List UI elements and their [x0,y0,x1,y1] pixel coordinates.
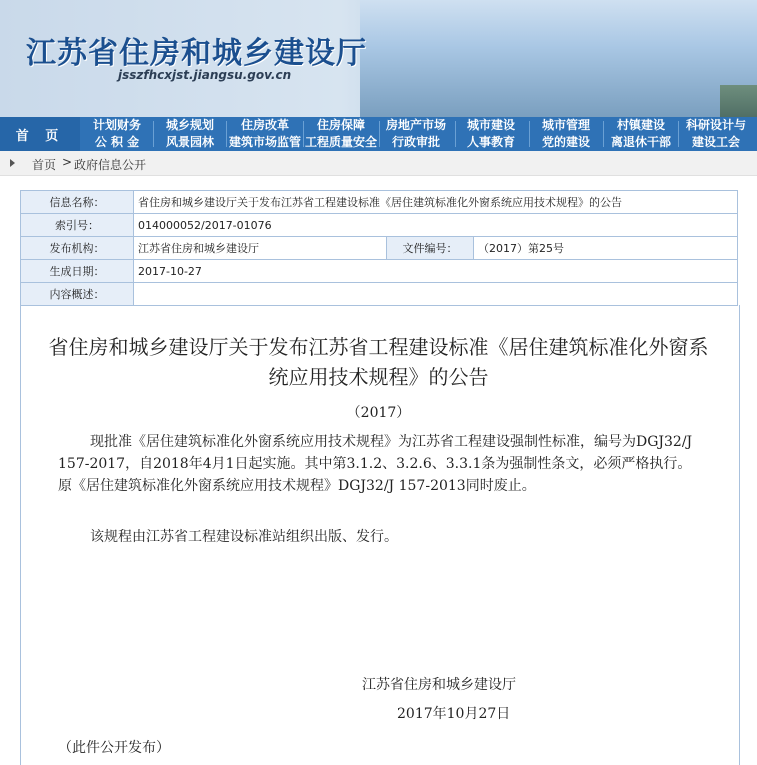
table-row [21,237,738,260]
info-docno-value: （2017）第25号 [474,237,738,260]
site-url: jsszfhcxjst.jiangsu.gov.cn [118,68,292,82]
site-banner [0,0,757,117]
main-nav [0,117,757,151]
signature-org: 江苏省住房和城乡建设厅 [362,677,516,693]
signature-date: 2017年10月27日 [397,706,511,722]
table-row [21,214,738,237]
info-summary-value [134,283,738,306]
article-title: 省住房和城乡建设厅关于发布江苏省工程建设标准《居住建筑标准化外窗系统应用技术规程》的公告 [48,335,709,389]
article-paragraph-2: 该规程由江苏省工程建设标准站组织出版、发行。 [90,529,398,545]
breadcrumb-triangle-icon [10,159,15,167]
publication-note: （此件公开发布） [58,740,170,756]
info-index-label: 索引号： [21,214,134,237]
city-skyline-image [360,0,757,117]
article-paragraph-1: 现批准《居住建筑标准化外窗系统应用技术规程》为江苏省工程建设强制性标准，编号为DGJ32/J 157-2017，自2018年4月1日起实施。其中第3.1.2、3.2.6、3.3.1条为强制性条文，必须严格执行。原《居住建筑标准化外窗系统应用技术规程》DGJ32/J 157-2013同时废止。 [58,434,693,494]
nav-item-urban-construction[interactable]: 城市建设 人事教育 [466,118,515,149]
article-year: （2017） [346,405,411,421]
nav-item-housing-reform[interactable]: 住房改革 建筑市场监管 [229,118,302,149]
nav-item-real-estate[interactable]: 房地产市场 行政审批 [385,118,446,149]
info-title-value: 省住房和城乡建设厅关于发布江苏省工程建设标准《居住建筑标准化外窗系统应用技术规程》的公告 [134,191,738,214]
nav-item-urban-management[interactable]: 城市管理 党的建设 [541,118,590,149]
info-date-label: 生成日期： [21,260,134,283]
nav-item-finance[interactable]: 计划财务 公 积 金 [92,118,141,149]
nav-item-housing-security[interactable]: 住房保障 工程质量安全 [305,118,378,149]
breadcrumb [0,151,757,176]
nav-home[interactable]: 首 页 [0,117,80,151]
nav-item-planning[interactable]: 城乡规划 风景园林 [165,118,214,149]
document-info-table [20,190,738,306]
breadcrumb-separator: > [62,155,73,169]
site-title: 江苏省住房和城乡建设厅 [26,36,367,71]
info-index-value: 014000052/2017-01076 [134,214,738,237]
info-docno-label: 文件编号： [387,237,474,260]
info-title-label: 信息名称： [21,191,134,214]
nav-item-research-design[interactable]: 科研设计与 建设工会 [685,118,746,149]
info-date-value: 2017-10-27 [134,260,738,283]
table-row [21,260,738,283]
nav-item-village-construction[interactable]: 村镇建设 离退休干部 [610,118,671,149]
info-publisher-label: 发布机构： [21,237,134,260]
info-publisher-value: 江苏省住房和城乡建设厅 [134,237,387,260]
breadcrumb-current-link[interactable]: 政府信息公开 [74,158,147,172]
breadcrumb-home-link[interactable]: 首页 [32,158,57,172]
table-row [21,283,738,306]
table-row [21,191,738,214]
info-summary-label: 内容概述： [21,283,134,306]
